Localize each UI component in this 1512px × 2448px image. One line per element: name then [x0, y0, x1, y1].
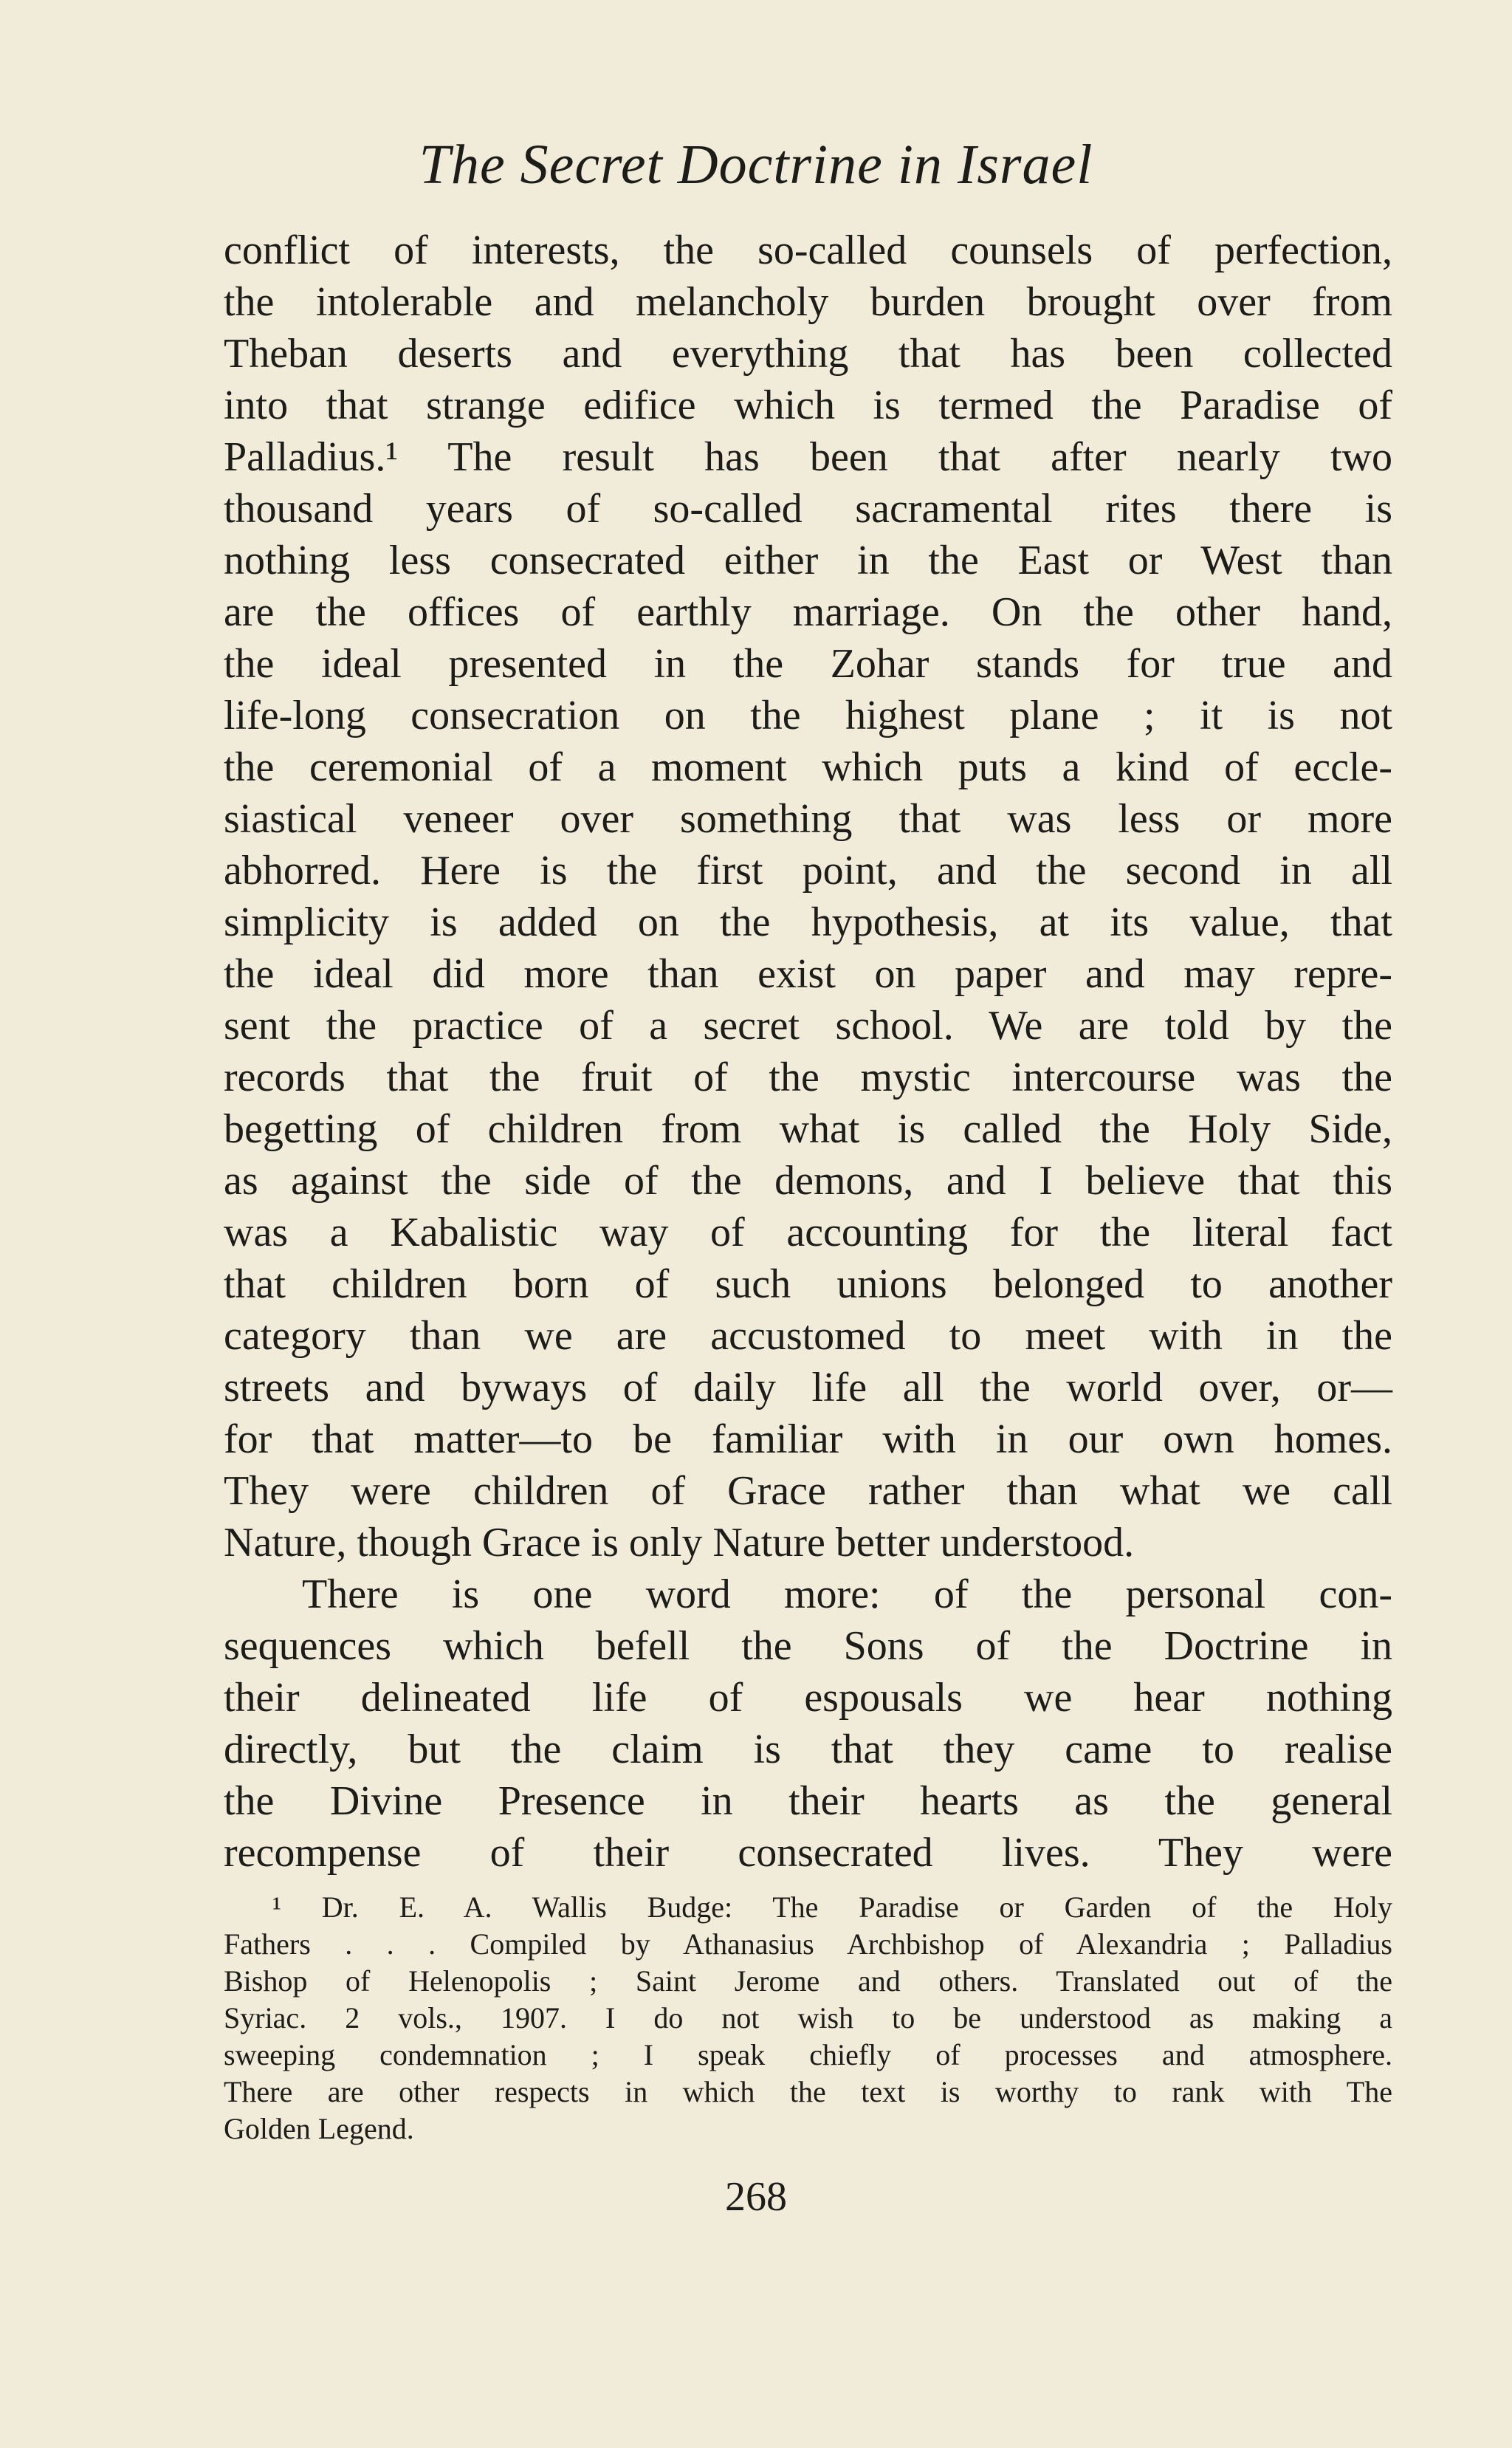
- body-line: abhorred. Here is the first point, and the second in all: [224, 848, 1392, 894]
- body-line: directly, but the claim is that they came to realise: [224, 1727, 1392, 1772]
- body-line: Palladius.¹ The result has been that after nearly two: [224, 434, 1392, 480]
- footnote-line: Golden Legend.: [224, 2112, 414, 2145]
- footnote-line: Syriac. 2 vols., 1907. I do not wish to be understood as making a: [224, 2001, 1392, 2034]
- body-line: They were children of Grace rather than what we call: [224, 1468, 1392, 1514]
- body-line: for that matter—to be familiar with in our own homes.: [224, 1416, 1392, 1462]
- body-line: Theban deserts and everything that has been collected: [224, 331, 1392, 377]
- running-head: The Secret Doctrine in Israel: [419, 134, 1093, 196]
- page-number: 268: [725, 2174, 787, 2220]
- body-line: are the offices of earthly marriage. On the other hand,: [224, 589, 1392, 635]
- footnote-line: Bishop of Helenopolis ; Saint Jerome and others. Translated out of the: [224, 1964, 1392, 1998]
- body-line: the ceremonial of a moment which puts a kind of eccle-: [224, 744, 1392, 790]
- footnote-line: sweeping condemnation ; I speak chiefly of processes and atmosphere.: [224, 2038, 1392, 2071]
- body-line: nothing less consecrated either in the East or West than: [224, 538, 1392, 583]
- body-line: siastical veneer over something that was less or more: [224, 796, 1392, 842]
- body-text: [224, 224, 1392, 1879]
- body-line: sequences which befell the Sons of the Doctrine in: [224, 1623, 1392, 1669]
- body-line: recompense of their consecrated lives. They were: [224, 1830, 1392, 1876]
- footnote-line: Fathers . . . Compiled by Athanasius Archbishop of Alexandria ; Palladius: [224, 1927, 1392, 1961]
- body-line: that children born of such unions belonged to another: [224, 1261, 1392, 1307]
- body-line: the Divine Presence in their hearts as the general: [224, 1778, 1392, 1824]
- body-line: thousand years of so-called sacramental rites there is: [224, 486, 1392, 532]
- body-line: into that strange edifice which is termed the Paradise of: [224, 383, 1392, 428]
- body-line: as against the side of the demons, and I believe that this: [224, 1158, 1392, 1204]
- body-line: sent the practice of a secret school. We are told by the: [224, 1003, 1392, 1049]
- body-line: simplicity is added on the hypothesis, at its value, that: [224, 899, 1392, 945]
- body-line: was a Kabalistic way of accounting for the literal fact: [224, 1210, 1392, 1255]
- footnote-line: There are other respects in which the text is worthy to rank with The: [224, 2075, 1392, 2108]
- body-line: category than we are accustomed to meet with in the: [224, 1313, 1392, 1359]
- body-line: There is one word more: of the personal con-: [302, 1571, 1392, 1617]
- body-line: the intolerable and melancholy burden brought over from: [224, 279, 1392, 325]
- footnote-line: ¹ Dr. E. A. Wallis Budge: The Paradise or Garden of the Holy: [272, 1890, 1392, 1924]
- body-line: the ideal did more than exist on paper and may repre-: [224, 951, 1392, 997]
- footnote: [224, 1889, 1392, 2147]
- body-line: streets and byways of daily life all the world over, or—: [224, 1365, 1392, 1410]
- body-line: records that the fruit of the mystic intercourse was the: [224, 1055, 1392, 1100]
- body-line: their delineated life of espousals we hear nothing: [224, 1675, 1392, 1721]
- body-line: begetting of children from what is called the Holy Side,: [224, 1106, 1392, 1152]
- body-line: the ideal presented in the Zohar stands for true and: [224, 641, 1392, 687]
- body-line: life-long consecration on the highest plane ; it is not: [224, 693, 1392, 738]
- body-line: conflict of interests, the so-called counsels of perfection,: [224, 227, 1392, 273]
- body-line: Nature, though Grace is only Nature better understood.: [224, 1520, 1135, 1566]
